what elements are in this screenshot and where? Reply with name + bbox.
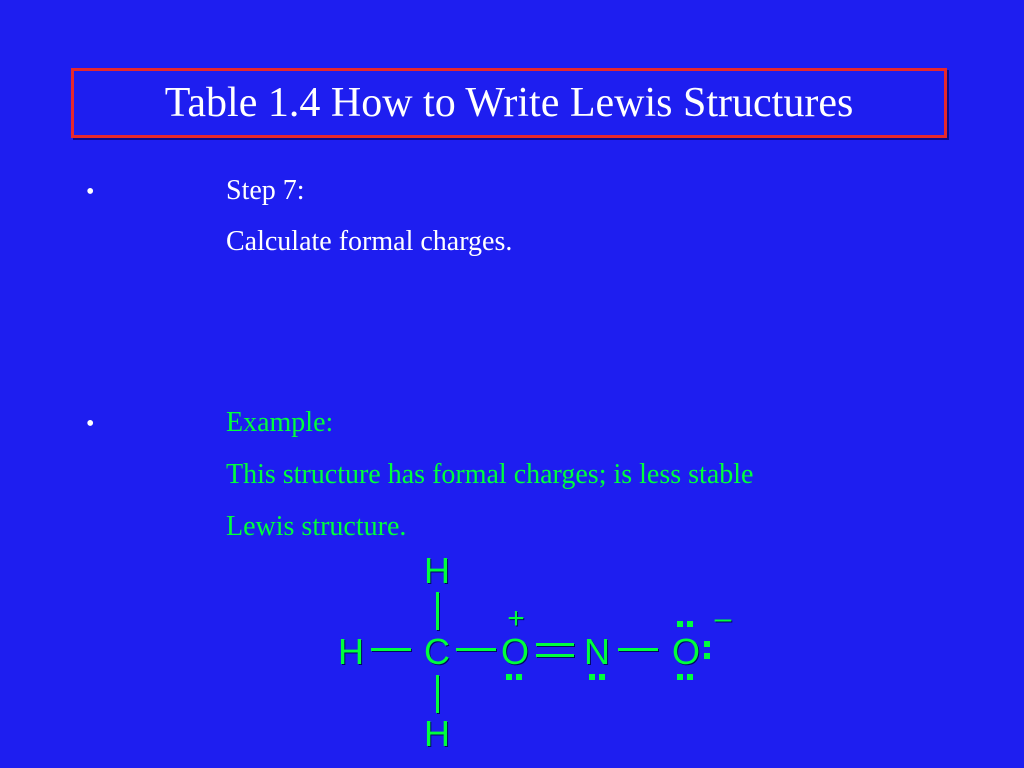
- step-description: Calculate formal charges.: [226, 226, 513, 257]
- lone-pair-dot: [704, 653, 710, 659]
- example-heading: Example:: [226, 407, 334, 438]
- bond-c-o: [456, 648, 496, 651]
- lone-pair-dot: [677, 621, 683, 627]
- lone-pair-dot: [677, 674, 683, 680]
- example-text-line-1: This structure has formal charges; is less stable: [226, 459, 754, 490]
- lone-pair-dot: [704, 641, 710, 647]
- atom-o-positive: O: [500, 631, 530, 672]
- title-box: [71, 68, 947, 138]
- atom-h-top: H: [424, 550, 450, 591]
- bond-n-o: [618, 648, 658, 651]
- lone-pair-dot: [687, 674, 693, 680]
- lone-pair-dot: [599, 674, 605, 680]
- bullet-marker-example: •: [86, 411, 95, 437]
- lone-pair-dot: [589, 674, 595, 680]
- atom-h-bottom: H: [424, 713, 450, 754]
- bond-c-h-top: [436, 592, 439, 630]
- lone-pair-dot: [687, 621, 693, 627]
- step-heading: Step 7:: [226, 175, 305, 206]
- charge-minus: –: [714, 602, 732, 635]
- lone-pair-dot: [516, 674, 522, 680]
- atom-o-negative: O: [671, 631, 701, 672]
- bond-o-n-double-2: [536, 654, 574, 657]
- lone-pair-dot: [506, 674, 512, 680]
- bond-c-h-bottom: [436, 675, 439, 713]
- slide-title: Table 1.4 How to Write Lewis Structures: [164, 80, 854, 126]
- atom-c: C: [424, 631, 450, 672]
- example-text-line-2: Lewis structure.: [226, 511, 407, 542]
- charge-plus: +: [507, 602, 525, 635]
- bond-h-c: [371, 648, 411, 651]
- bond-o-n-double-1: [536, 643, 574, 646]
- atom-n: N: [584, 631, 610, 672]
- bullet-marker-step: •: [86, 179, 95, 205]
- atom-h-left: H: [338, 631, 364, 672]
